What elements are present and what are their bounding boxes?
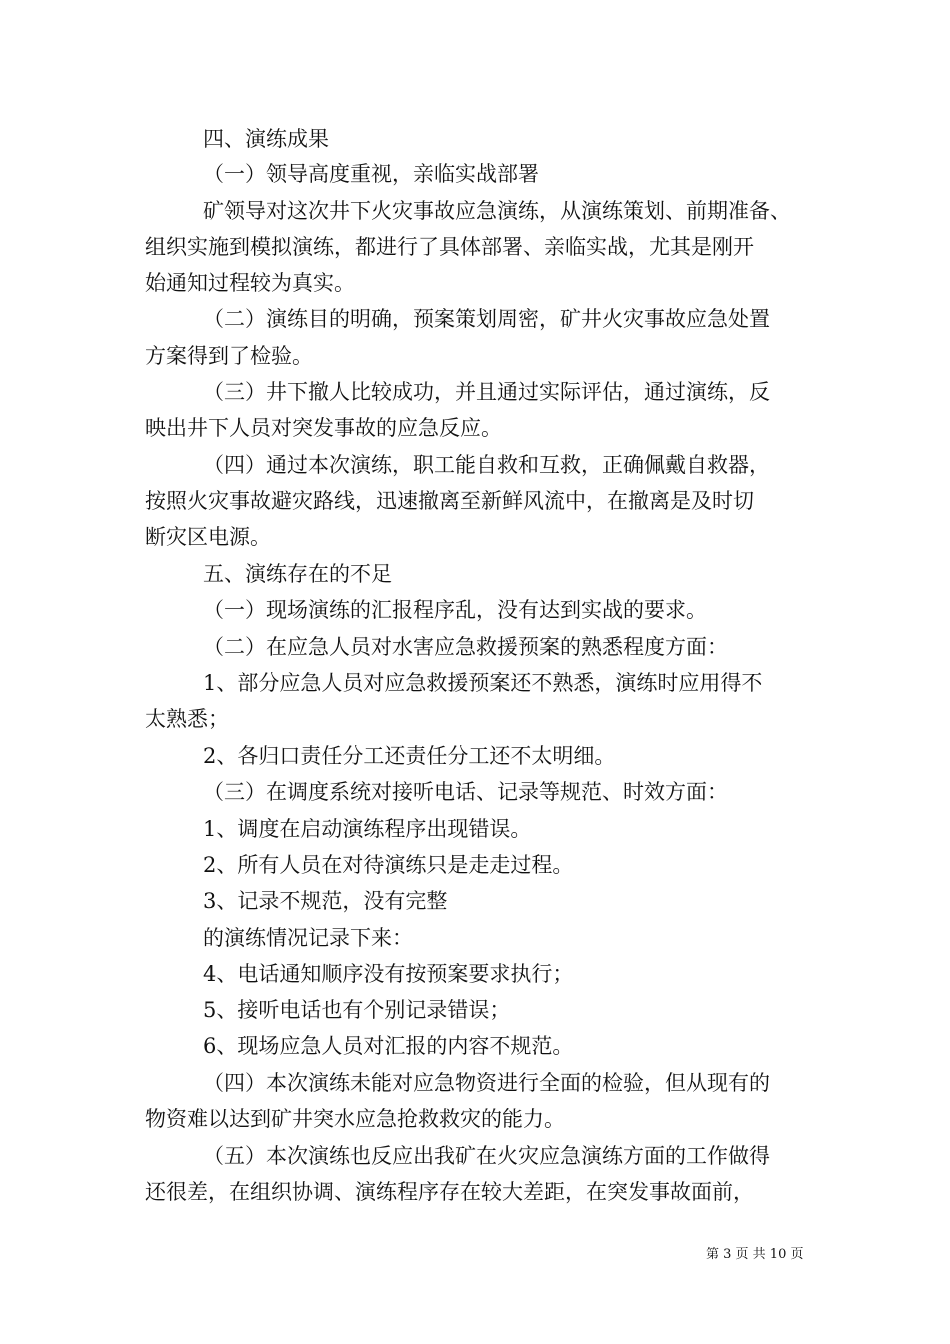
paragraph-line: 2、所有人员在对待演练只是走走过程。 — [203, 853, 574, 877]
paragraph-line: 组织实施到模拟演练，都进行了具体部署、亲临实战，尤其是刚开 — [145, 235, 754, 259]
paragraph-line: （二）在应急人员对水害应急救援预案的熟悉程度方面： — [203, 635, 728, 659]
paragraph-line: 3、记录不规范，没有完整 — [203, 889, 448, 913]
paragraph-line: 物资难以达到矿井突水应急抢救救灾的能力。 — [145, 1107, 565, 1131]
paragraph-line: 1、部分应急人员对应急救援预案还不熟悉，演练时应用得不 — [203, 671, 763, 695]
paragraph-line: 5、接听电话也有个别记录错误； — [203, 998, 511, 1022]
heading-results: 四、演练成果 — [203, 127, 329, 151]
paragraph-line: 矿领导对这次井下火灾事故应急演练，从演练策划、前期准备、 — [203, 199, 791, 223]
paragraph-line: （二）演练目的明确，预案策划周密，矿井火灾事故应急处置 — [203, 307, 770, 331]
paragraph-line: 6、现场应急人员对汇报的内容不规范。 — [203, 1034, 574, 1058]
paragraph-line: 方案得到了检验。 — [145, 344, 313, 368]
paragraph-line: （五）本次演练也反应出我矿在火灾应急演练方面的工作做得 — [203, 1144, 770, 1168]
paragraph-line: 映出井下人员对突发事故的应急反应。 — [145, 416, 502, 440]
paragraph-line: （四）本次演练未能对应急物资进行全面的检验，但从现有的 — [203, 1071, 770, 1095]
paragraph-line: 太熟悉； — [145, 707, 229, 731]
paragraph-line: 还很差，在组织协调、演练程序存在较大差距，在突发事故面前， — [145, 1180, 754, 1204]
paragraph-line: 按照火灾事故避灾路线，迅速撤离至新鲜风流中，在撤离是及时切 — [145, 489, 754, 513]
paragraph-line: 始通知过程较为真实。 — [145, 271, 355, 295]
paragraph-line: 断灾区电源。 — [145, 525, 271, 549]
paragraph-line: （三）在调度系统对接听电话、记录等规范、时效方面： — [203, 780, 728, 804]
paragraph-line: 1、调度在启动演练程序出现错误。 — [203, 817, 532, 841]
page-number: 第 3 页 共 10 页 — [706, 1247, 804, 1262]
subheading-leadership: （一）领导高度重视，亲临实战部署 — [203, 162, 539, 186]
paragraph-line: 4、电话通知顺序没有按预案要求执行； — [203, 962, 574, 986]
paragraph-line: （四）通过本次演练，职工能自救和互救，正确佩戴自救器， — [203, 453, 770, 477]
paragraph-line: 的演练情况记录下来： — [203, 926, 413, 950]
heading-shortcomings: 五、演练存在的不足 — [203, 562, 392, 586]
paragraph-line: （一）现场演练的汇报程序乱，没有达到实战的要求。 — [203, 598, 707, 622]
paragraph-line: （三）井下撤人比较成功，并且通过实际评估，通过演练，反 — [203, 380, 770, 404]
paragraph-line: 2、各归口责任分工还责任分工还不太明细。 — [203, 744, 616, 768]
